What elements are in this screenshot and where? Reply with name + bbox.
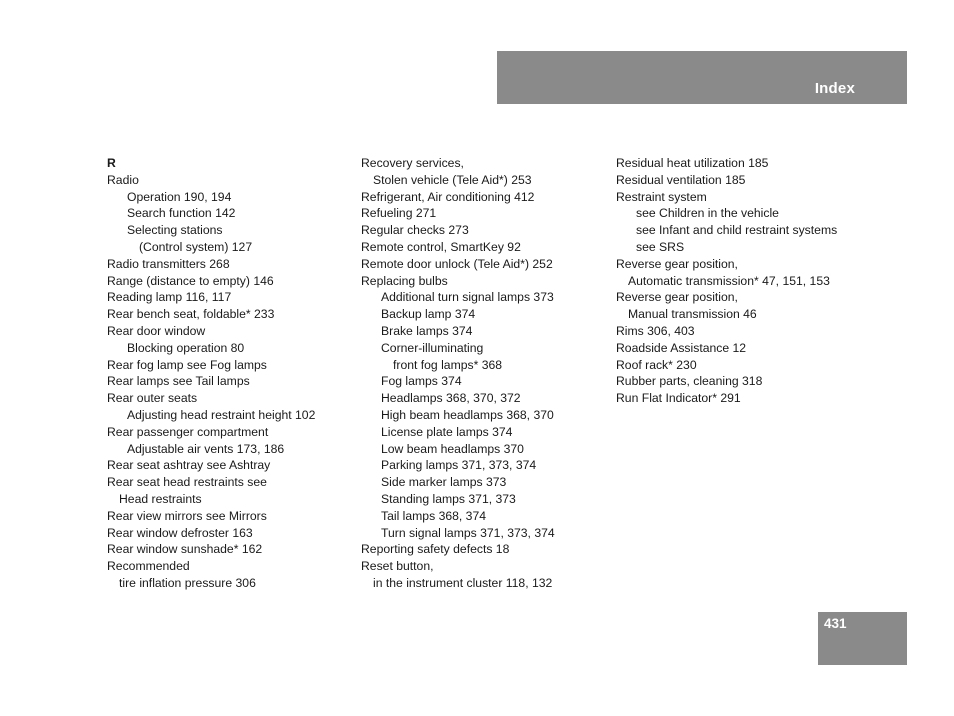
page-number: 431 [824,616,847,631]
index-column-2 [361,155,555,592]
index-entry: Rear door window [107,323,206,338]
index-entry: Turn signal lamps 371, 373, 374 [381,525,555,540]
index-entry: Rubber parts, cleaning 318 [616,374,763,389]
index-entry: Rear view mirrors see Mirrors [107,508,267,523]
index-entry: Roof rack* 230 [616,357,697,372]
index-entry: see Children in the vehicle [636,206,779,221]
index-entry: Blocking operation 80 [127,340,245,355]
index-entry: Rear window sunshade* 162 [107,542,263,557]
index-entry: Run Flat Indicator* 291 [616,391,741,406]
index-entry: Refrigerant, Air conditioning 412 [361,189,535,204]
index-entry: in the instrument cluster 118, 132 [373,575,553,590]
index-entry: Backup lamp 374 [381,307,476,322]
index-entry: Rear outer seats [107,391,198,406]
index-entry: Roadside Assistance 12 [616,340,747,355]
index-entry: Rear bench seat, foldable* 233 [107,307,275,322]
index-entry: Restraint system [616,189,707,204]
index-entry: Parking lamps 371, 373, 374 [381,458,537,473]
index-entry: Rear window defroster 163 [107,525,253,540]
index-entry: Recovery services, [361,156,464,170]
index-entry: Head restraints [119,491,202,506]
index-entry: Search function 142 [127,206,236,221]
index-entry: Radio [107,172,139,187]
index-column-3 [616,155,837,407]
index-entry: Rear lamps see Tail lamps [107,374,250,389]
index-entry: Range (distance to empty) 146 [107,273,274,288]
index-entry: Remote control, SmartKey 92 [361,239,521,254]
index-entry: Radio transmitters 268 [107,256,230,271]
index-entry: see SRS [636,239,685,254]
index-entry: Reverse gear position, [616,290,738,305]
index-entry: Brake lamps 374 [381,323,473,338]
index-entry: tire inflation pressure 306 [119,575,256,590]
index-entry: High beam headlamps 368, 370 [381,407,554,422]
index-entry: Rear seat head restraints see [107,475,267,490]
index-entry: Recommended [107,559,190,574]
index-entry: Reading lamp 116, 117 [107,290,232,305]
index-entry: Reset button, [361,559,434,574]
index-entry: Side marker lamps 373 [381,475,507,490]
index-entry: Refueling 271 [361,206,437,221]
index-entry: Remote door unlock (Tele Aid*) 252 [361,256,553,271]
index-entry: Automatic transmission* 47, 151, 153 [628,273,830,288]
index-entry: Selecting stations [127,223,223,238]
index-entry: Reporting safety defects 18 [361,542,510,557]
index-column-1 [107,155,315,592]
index-entry: Additional turn signal lamps 373 [381,290,554,305]
index-entry: Operation 190, 194 [127,189,232,204]
index-entry: front fog lamps* 368 [393,357,503,372]
index-entry: Fog lamps 374 [381,374,462,389]
index-entry: Rims 306, 403 [616,323,695,338]
index-entry: Stolen vehicle (Tele Aid*) 253 [373,172,532,187]
index-entry: Low beam headlamps 370 [381,441,524,456]
index-entry: Regular checks 273 [361,223,469,238]
index-entry: see Infant and child restraint systems [636,223,838,238]
index-entry: Residual ventilation 185 [616,172,746,187]
index-entry: Replacing bulbs [361,273,448,288]
index-entry: Residual heat utilization 185 [616,156,769,170]
index-entry: Adjustable air vents 173, 186 [127,441,285,456]
index-entry: Rear passenger compartment [107,424,269,439]
page-title: Index [814,80,855,97]
index-entry: Adjusting head restraint height 102 [127,407,316,422]
index-entry: Corner-illuminating [381,340,484,355]
index-entry: License plate lamps 374 [381,424,513,439]
index-entry: Standing lamps 371, 373 [381,491,516,506]
header-bar [497,51,907,104]
index-entry: Rear seat ashtray see Ashtray [107,458,271,473]
index-entry: Manual transmission 46 [628,307,757,322]
index-entry: (Control system) 127 [139,239,253,254]
index-entry: Rear fog lamp see Fog lamps [107,357,267,372]
index-letter-heading: R [107,156,116,170]
page-number-box [818,612,907,665]
index-entry: Headlamps 368, 370, 372 [381,391,521,406]
index-entry: Reverse gear position, [616,256,738,271]
index-entry: Tail lamps 368, 374 [381,508,487,523]
